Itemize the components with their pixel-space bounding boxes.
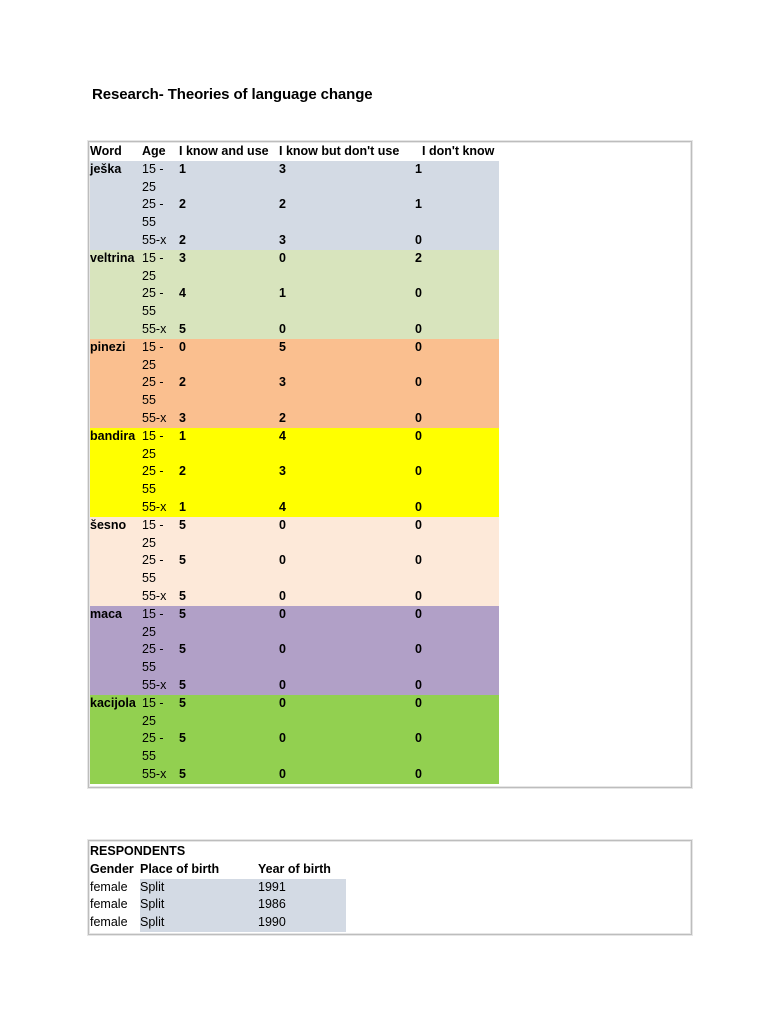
age-range: 55-x bbox=[142, 321, 167, 336]
dont-know-value: 0 bbox=[415, 232, 422, 247]
word-group bbox=[90, 339, 499, 428]
know-use-value: 5 bbox=[179, 677, 186, 692]
age-range-end: 25 bbox=[142, 446, 156, 461]
table-row bbox=[90, 748, 499, 766]
age-range: 55-x bbox=[142, 588, 167, 603]
word-label: kacijola bbox=[90, 695, 136, 710]
word-group bbox=[90, 250, 499, 339]
know-not-use-value: 0 bbox=[279, 517, 286, 532]
age-range-end: 25 bbox=[142, 268, 156, 283]
table-row bbox=[90, 713, 499, 731]
age-range-end: 25 bbox=[142, 535, 156, 550]
table-row bbox=[90, 730, 499, 748]
dont-know-value: 0 bbox=[415, 553, 422, 568]
word-label: veltrina bbox=[90, 250, 135, 265]
word-group bbox=[90, 161, 499, 250]
know-use-value: 5 bbox=[179, 606, 186, 621]
table-row bbox=[90, 339, 499, 357]
word-group bbox=[90, 606, 499, 695]
respondent-place: Split bbox=[140, 879, 165, 894]
know-use-value: 4 bbox=[179, 286, 186, 301]
know-not-use-value: 3 bbox=[279, 232, 286, 247]
age-range: 25 - bbox=[142, 642, 164, 657]
dont-know-value: 0 bbox=[415, 766, 422, 781]
respondent-year: 1990 bbox=[258, 915, 286, 930]
know-use-value: 5 bbox=[179, 642, 186, 657]
age-range: 55-x bbox=[142, 766, 167, 781]
know-not-use-value: 0 bbox=[279, 642, 286, 657]
table-row bbox=[90, 268, 499, 286]
dont-know-value: 0 bbox=[415, 588, 422, 603]
table-row bbox=[90, 677, 499, 695]
know-use-value: 2 bbox=[179, 375, 186, 390]
table-row bbox=[90, 321, 499, 339]
header-know-not-use: I know but don't use bbox=[279, 144, 400, 158]
know-use-value: 2 bbox=[179, 197, 186, 212]
word-label: pinezi bbox=[90, 339, 126, 354]
know-not-use-value: 0 bbox=[279, 250, 286, 265]
table-row bbox=[90, 641, 499, 659]
header-gender: Gender bbox=[90, 861, 134, 876]
age-range: 55-x bbox=[142, 677, 167, 692]
dont-know-value: 0 bbox=[415, 286, 422, 301]
table-row bbox=[90, 535, 499, 553]
dont-know-value: 0 bbox=[415, 428, 422, 443]
header-know-use: I know and use bbox=[179, 144, 269, 158]
dont-know-value: 0 bbox=[415, 321, 422, 336]
age-range-end: 55 bbox=[142, 571, 156, 586]
header-year-of-birth: Year of birth bbox=[258, 861, 331, 876]
header-dont-know: I don't know bbox=[422, 144, 495, 158]
dont-know-value: 0 bbox=[415, 464, 422, 479]
know-use-value: 5 bbox=[179, 588, 186, 603]
know-not-use-value: 3 bbox=[279, 375, 286, 390]
know-use-value: 2 bbox=[179, 232, 186, 247]
dont-know-value: 0 bbox=[415, 375, 422, 390]
dont-know-value: 0 bbox=[415, 339, 422, 354]
table-row bbox=[90, 232, 499, 250]
dont-know-value: 1 bbox=[415, 161, 422, 176]
know-not-use-value: 0 bbox=[279, 677, 286, 692]
table-row bbox=[90, 392, 499, 410]
age-range: 25 - bbox=[142, 553, 164, 568]
table-row bbox=[90, 410, 499, 428]
know-not-use-value: 0 bbox=[279, 695, 286, 710]
know-not-use-value: 0 bbox=[279, 553, 286, 568]
know-not-use-value: 1 bbox=[279, 286, 286, 301]
age-range-end: 55 bbox=[142, 304, 156, 319]
dont-know-value: 0 bbox=[415, 517, 422, 532]
age-range: 15 - bbox=[142, 161, 164, 176]
age-range: 25 - bbox=[142, 464, 164, 479]
word-group bbox=[90, 428, 499, 517]
dont-know-value: 0 bbox=[415, 642, 422, 657]
header-place-of-birth: Place of birth bbox=[140, 861, 220, 876]
table-row bbox=[90, 303, 499, 321]
age-range: 55-x bbox=[142, 499, 167, 514]
respondent-place: Split bbox=[140, 897, 165, 912]
respondent-place: Split bbox=[140, 915, 165, 930]
table-row bbox=[90, 374, 499, 392]
table-row bbox=[90, 428, 499, 446]
table-row bbox=[90, 250, 499, 268]
table-row bbox=[90, 196, 499, 214]
table-row bbox=[90, 357, 499, 375]
age-range: 25 - bbox=[142, 731, 164, 746]
age-range-end: 55 bbox=[142, 215, 156, 230]
word-group bbox=[90, 695, 499, 784]
age-range: 15 - bbox=[142, 428, 164, 443]
respondent-gender: female bbox=[90, 897, 128, 912]
survey-table-header bbox=[90, 143, 499, 161]
respondents-title: RESPONDENTS bbox=[90, 844, 186, 858]
age-range-end: 55 bbox=[142, 749, 156, 764]
page-title: Research- Theories of language change bbox=[92, 86, 373, 103]
know-not-use-value: 2 bbox=[279, 410, 286, 425]
respondent-gender: female bbox=[90, 915, 128, 930]
know-use-value: 1 bbox=[179, 428, 186, 443]
table-row bbox=[90, 588, 499, 606]
know-use-value: 5 bbox=[179, 517, 186, 532]
word-label: ješka bbox=[90, 161, 122, 176]
table-row bbox=[90, 463, 499, 481]
age-range-end: 25 bbox=[142, 179, 156, 194]
age-range: 15 - bbox=[142, 606, 164, 621]
know-not-use-value: 0 bbox=[279, 321, 286, 336]
know-not-use-value: 4 bbox=[279, 428, 286, 443]
age-range: 15 - bbox=[142, 339, 164, 354]
age-range-end: 55 bbox=[142, 660, 156, 675]
table-row bbox=[90, 552, 499, 570]
age-range: 25 - bbox=[142, 375, 164, 390]
age-range-end: 55 bbox=[142, 393, 156, 408]
know-use-value: 1 bbox=[179, 499, 186, 514]
table-row bbox=[90, 214, 499, 232]
know-use-value: 5 bbox=[179, 553, 186, 568]
age-range-end: 25 bbox=[142, 357, 156, 372]
table-row bbox=[90, 570, 499, 588]
word-group bbox=[90, 517, 499, 606]
dont-know-value: 0 bbox=[415, 410, 422, 425]
dont-know-value: 2 bbox=[415, 250, 422, 265]
know-not-use-value: 5 bbox=[279, 339, 286, 354]
age-range-end: 25 bbox=[142, 713, 156, 728]
age-range: 15 - bbox=[142, 250, 164, 265]
age-range-end: 55 bbox=[142, 482, 156, 497]
know-use-value: 0 bbox=[179, 339, 186, 354]
know-not-use-value: 0 bbox=[279, 588, 286, 603]
word-label: maca bbox=[90, 606, 122, 621]
header-word: Word bbox=[90, 144, 122, 158]
know-use-value: 2 bbox=[179, 464, 186, 479]
dont-know-value: 0 bbox=[415, 731, 422, 746]
age-range-end: 25 bbox=[142, 624, 156, 639]
age-range: 15 - bbox=[142, 695, 164, 710]
table-row bbox=[90, 606, 499, 624]
word-label: bandira bbox=[90, 428, 136, 443]
know-use-value: 1 bbox=[179, 161, 186, 176]
table-row bbox=[90, 695, 499, 713]
know-use-value: 3 bbox=[179, 410, 186, 425]
dont-know-value: 0 bbox=[415, 695, 422, 710]
know-not-use-value: 0 bbox=[279, 731, 286, 746]
age-range: 25 - bbox=[142, 197, 164, 212]
table-row bbox=[90, 499, 499, 517]
know-not-use-value: 0 bbox=[279, 766, 286, 781]
age-range: 55-x bbox=[142, 410, 167, 425]
dont-know-value: 0 bbox=[415, 677, 422, 692]
table-row bbox=[90, 481, 499, 499]
age-range: 15 - bbox=[142, 517, 164, 532]
age-range: 55-x bbox=[142, 232, 167, 247]
know-not-use-value: 4 bbox=[279, 499, 286, 514]
table-row bbox=[90, 179, 499, 197]
table-row bbox=[90, 659, 499, 677]
word-label: šesno bbox=[90, 517, 127, 532]
dont-know-value: 1 bbox=[415, 197, 422, 212]
table-row bbox=[90, 161, 499, 179]
respondent-gender: female bbox=[90, 879, 128, 894]
header-age: Age bbox=[142, 144, 166, 158]
table-row bbox=[90, 285, 499, 303]
dont-know-value: 0 bbox=[415, 499, 422, 514]
table-row bbox=[90, 446, 499, 464]
know-use-value: 5 bbox=[179, 695, 186, 710]
know-use-value: 5 bbox=[179, 731, 186, 746]
table-row bbox=[90, 624, 499, 642]
know-use-value: 3 bbox=[179, 250, 186, 265]
know-use-value: 5 bbox=[179, 321, 186, 336]
age-range: 25 - bbox=[142, 286, 164, 301]
know-not-use-value: 0 bbox=[279, 606, 286, 621]
respondent-year: 1986 bbox=[258, 897, 286, 912]
know-not-use-value: 3 bbox=[279, 161, 286, 176]
respondent-year: 1991 bbox=[258, 879, 286, 894]
table-row bbox=[90, 766, 499, 784]
survey-table bbox=[90, 143, 499, 784]
table-row bbox=[90, 517, 499, 535]
dont-know-value: 0 bbox=[415, 606, 422, 621]
know-not-use-value: 2 bbox=[279, 197, 286, 212]
know-not-use-value: 3 bbox=[279, 464, 286, 479]
know-use-value: 5 bbox=[179, 766, 186, 781]
